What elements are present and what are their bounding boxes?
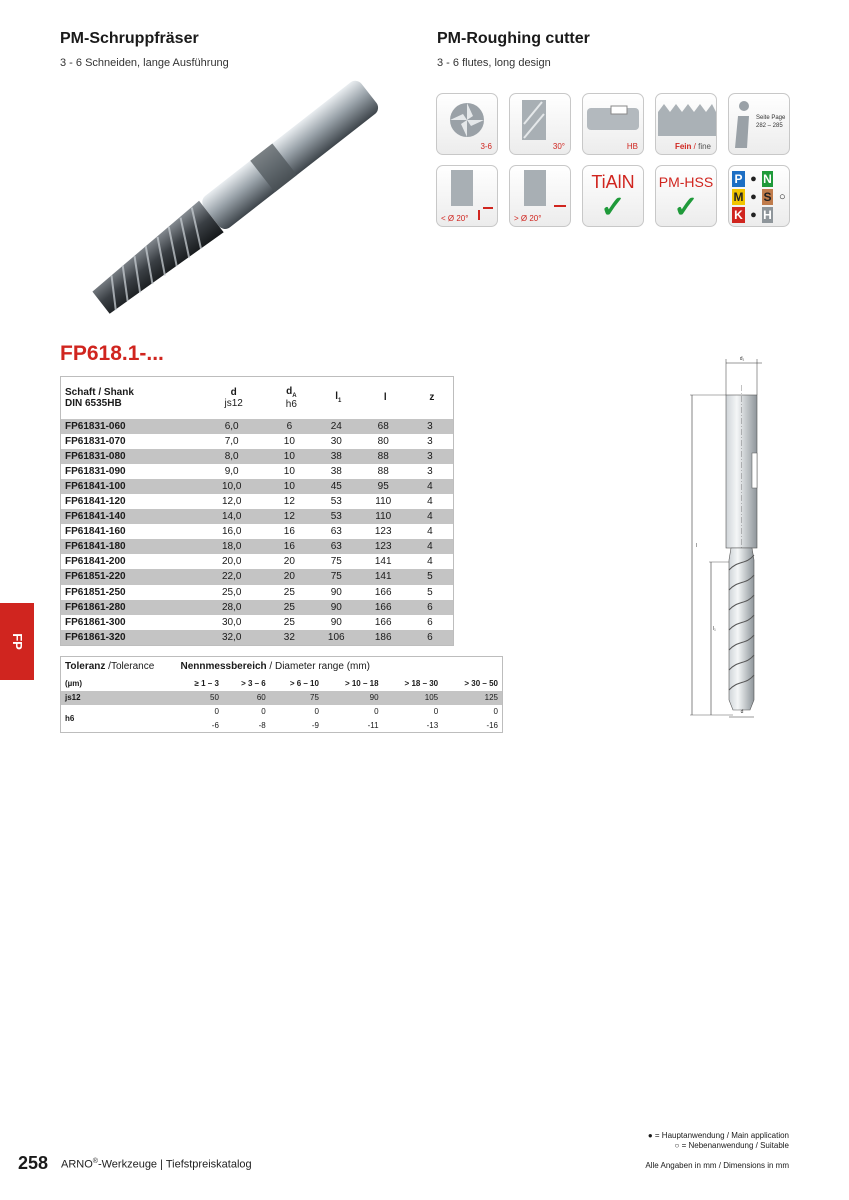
dimension-cell: 16 <box>283 526 295 538</box>
d1-label: d₁ <box>739 356 745 362</box>
dimension-cell: 14,0 <box>197 509 265 524</box>
dimension-cell: 3 <box>407 419 454 434</box>
dimension-cell: 90 <box>313 600 360 615</box>
dimension-cell: 4 <box>407 509 454 524</box>
coating-icon: TiAlN ✓ <box>582 165 644 227</box>
article-number: FP61831-080 <box>61 449 198 464</box>
dimension-cell: 166 <box>360 600 407 615</box>
dimension-cell: 12 <box>283 496 295 508</box>
table-row <box>61 419 454 434</box>
dimension-cell: 3 <box>407 449 454 464</box>
shank-hb-icon: HB <box>582 93 644 155</box>
dimension-cell: 63 <box>330 526 342 538</box>
flutes-icon: 3-6 <box>436 93 498 155</box>
dimension-cell: 75 <box>313 569 360 584</box>
dimension-cell: 8,0 <box>197 449 265 464</box>
dimension-cell: 30,0 <box>221 616 242 628</box>
article-number: FP61831-070 <box>65 435 126 447</box>
dimension-cell: 38 <box>330 465 342 477</box>
article-number: FP61861-280 <box>61 600 198 615</box>
table-row <box>61 585 454 600</box>
dimension-cell: 110 <box>375 496 392 508</box>
article-number: FP61841-200 <box>65 556 126 568</box>
table-row <box>61 539 454 554</box>
ramping-small-icon: < Ø 20° <box>436 165 498 227</box>
dimension-cell: 68 <box>360 419 407 434</box>
dimension-cell: 25 <box>283 616 295 628</box>
section-tab: FP <box>0 603 34 680</box>
dimension-cell: 90 <box>330 616 342 628</box>
dimension-cell: 123 <box>374 526 392 538</box>
dimension-cell: 6,0 <box>197 419 265 434</box>
l-label: l <box>696 543 698 549</box>
article-number: FP61841-100 <box>61 479 198 494</box>
dimension-cell: 4 <box>407 479 454 494</box>
dimension-cell: 3 <box>427 435 433 447</box>
dimension-cell: 6 <box>407 600 454 615</box>
dimension-cell: 18,0 <box>197 539 265 554</box>
dimension-cell: 25 <box>266 600 313 615</box>
article-number: FP61851-250 <box>65 586 126 598</box>
dimension-cell: 95 <box>360 479 407 494</box>
dimension-cell: 6 <box>407 630 454 646</box>
article-number: FP61861-300 <box>65 616 126 628</box>
table-row <box>61 434 454 449</box>
dimension-cell: 4 <box>427 526 433 538</box>
dimension-cell: 53 <box>330 496 342 508</box>
dimension-cell: 45 <box>313 479 360 494</box>
dimension-cell: 16 <box>266 539 313 554</box>
dimension-cell: 63 <box>313 539 360 554</box>
dimension-cell: 16,0 <box>221 526 242 538</box>
dimension-cell: 32,0 <box>197 630 265 646</box>
dimension-cell: 25 <box>283 586 295 598</box>
title-de: PM-Schruppfräser <box>60 30 199 47</box>
material-icon: PM-HSS ✓ <box>655 165 717 227</box>
table-row <box>61 524 454 539</box>
subtitle-de: 3 - 6 Schneiden, lange Ausführung <box>60 57 229 69</box>
d-label: d <box>740 709 744 715</box>
dimension-cell: 4 <box>427 556 433 568</box>
dimension-cell: 25,0 <box>221 586 242 598</box>
product-code: FP618.1-... <box>60 342 164 365</box>
range-row: (µm) ≥ 1 – 3 > 3 – 6 > 6 – 10 > 10 – 18 > 18 – 30 > 30 – 50 <box>65 679 498 688</box>
dimension-cell: 10,0 <box>197 479 265 494</box>
dimension-cell: 5 <box>407 569 454 584</box>
dimension-cell: 20,0 <box>221 556 242 568</box>
dimension-cell: 123 <box>360 539 407 554</box>
iso-material-icon: P ● N M ● S K ● H ○ <box>728 165 790 227</box>
product-photo <box>55 80 415 315</box>
info-icon: Seite Page 282 – 285 <box>728 93 790 155</box>
dimension-cell: 141 <box>360 569 407 584</box>
dimension-cell: 4 <box>407 539 454 554</box>
footer-brand: ARNO®-Werkzeuge | Tiefstpreiskatalog <box>61 1158 252 1171</box>
dimension-cell: 88 <box>360 449 407 464</box>
article-number: FP61841-160 <box>65 526 126 538</box>
dimension-cell: 10 <box>283 435 295 447</box>
check-icon: ✓ <box>600 191 626 224</box>
article-number: FP61831-060 <box>61 419 198 434</box>
table-row <box>61 509 454 524</box>
dimension-cell: 12,0 <box>221 496 242 508</box>
dimension-cell: 6 <box>427 616 433 628</box>
dimension-cell: 20 <box>266 569 313 584</box>
dimension-cell: 30 <box>330 435 342 447</box>
table-header: Schaft / Shank DIN 6535HB d js12 $d_A$ h6 $l_1$ l z <box>65 385 435 410</box>
ramping-large-icon: > Ø 20° <box>509 165 571 227</box>
dimension-cell: 24 <box>313 419 360 434</box>
dimension-cell: 106 <box>313 630 360 646</box>
article-number: FP61841-180 <box>61 539 198 554</box>
profile-fine-icon: Fein / fine <box>655 93 717 155</box>
dimension-cell: 7,0 <box>224 435 239 447</box>
dimension-cell: 75 <box>330 556 342 568</box>
dimension-cell: 10 <box>266 479 313 494</box>
dimension-cell: 166 <box>374 616 392 628</box>
table-row <box>61 600 454 615</box>
title-en: PM-Roughing cutter <box>437 30 590 47</box>
js12-row: js12 50 60 75 90 105 125 <box>61 691 503 705</box>
article-number: FP61851-220 <box>61 569 198 584</box>
dimension-cell: 12 <box>266 509 313 524</box>
article-number: FP61841-120 <box>65 496 126 508</box>
dimension-cell: 10 <box>283 465 295 477</box>
dimension-table <box>60 376 454 646</box>
table-row <box>61 494 454 509</box>
helix-angle-icon: 30° <box>509 93 571 155</box>
dimension-cell: 6 <box>266 419 313 434</box>
dimension-cell: 110 <box>360 509 407 524</box>
page-number: 258 <box>18 1153 49 1173</box>
h6-upper-row: h6 0 0 0 0 0 0 <box>65 707 498 723</box>
dimension-cell: 80 <box>377 435 389 447</box>
dimension-cell: 38 <box>313 449 360 464</box>
table-row <box>61 615 454 630</box>
h6-lower-row: -6 -8 -9 -11 -13 -16 <box>211 720 498 730</box>
dimension-cell: 141 <box>374 556 392 568</box>
legend: ● = Hauptanwendung / Main application ○ = Nebenanwendung / Suitable <box>647 1131 789 1150</box>
table-row <box>61 479 454 494</box>
article-number: FP61861-320 <box>61 630 198 646</box>
dimension-cell: 4 <box>427 496 433 508</box>
table-row <box>61 630 454 646</box>
dimension-cell: 53 <box>313 509 360 524</box>
table-row <box>61 554 454 569</box>
table-row <box>61 569 454 584</box>
tolerance-header: Toleranz /Tolerance Nennmessbereich / Diameter range (mm) <box>65 661 371 673</box>
dimension-cell: 186 <box>360 630 407 646</box>
dimension-cell: 166 <box>374 586 392 598</box>
dimension-cell: 32 <box>266 630 313 646</box>
footer-units: Alle Angaben in mm / Dimensions in mm <box>645 1161 789 1170</box>
table-row <box>61 449 454 464</box>
dimension-cell: 9,0 <box>224 465 239 477</box>
technical-drawing <box>680 355 780 725</box>
dimension-cell: 20 <box>283 556 295 568</box>
subtitle-en: 3 - 6 flutes, long design <box>437 57 551 69</box>
table-row <box>61 464 454 479</box>
article-number: FP61831-090 <box>65 465 126 477</box>
article-number: FP61841-140 <box>61 509 198 524</box>
dimension-cell: 28,0 <box>197 600 265 615</box>
dimension-cell: 5 <box>427 586 433 598</box>
dimension-cell: 22,0 <box>197 569 265 584</box>
tolerance-table <box>60 656 503 733</box>
l1-label: l₁ <box>713 626 716 632</box>
dimension-cell: 88 <box>377 465 389 477</box>
dimension-cell: 3 <box>427 465 433 477</box>
check-icon: ✓ <box>673 191 699 224</box>
dimension-cell: 10 <box>266 449 313 464</box>
dimension-cell: 90 <box>330 586 342 598</box>
